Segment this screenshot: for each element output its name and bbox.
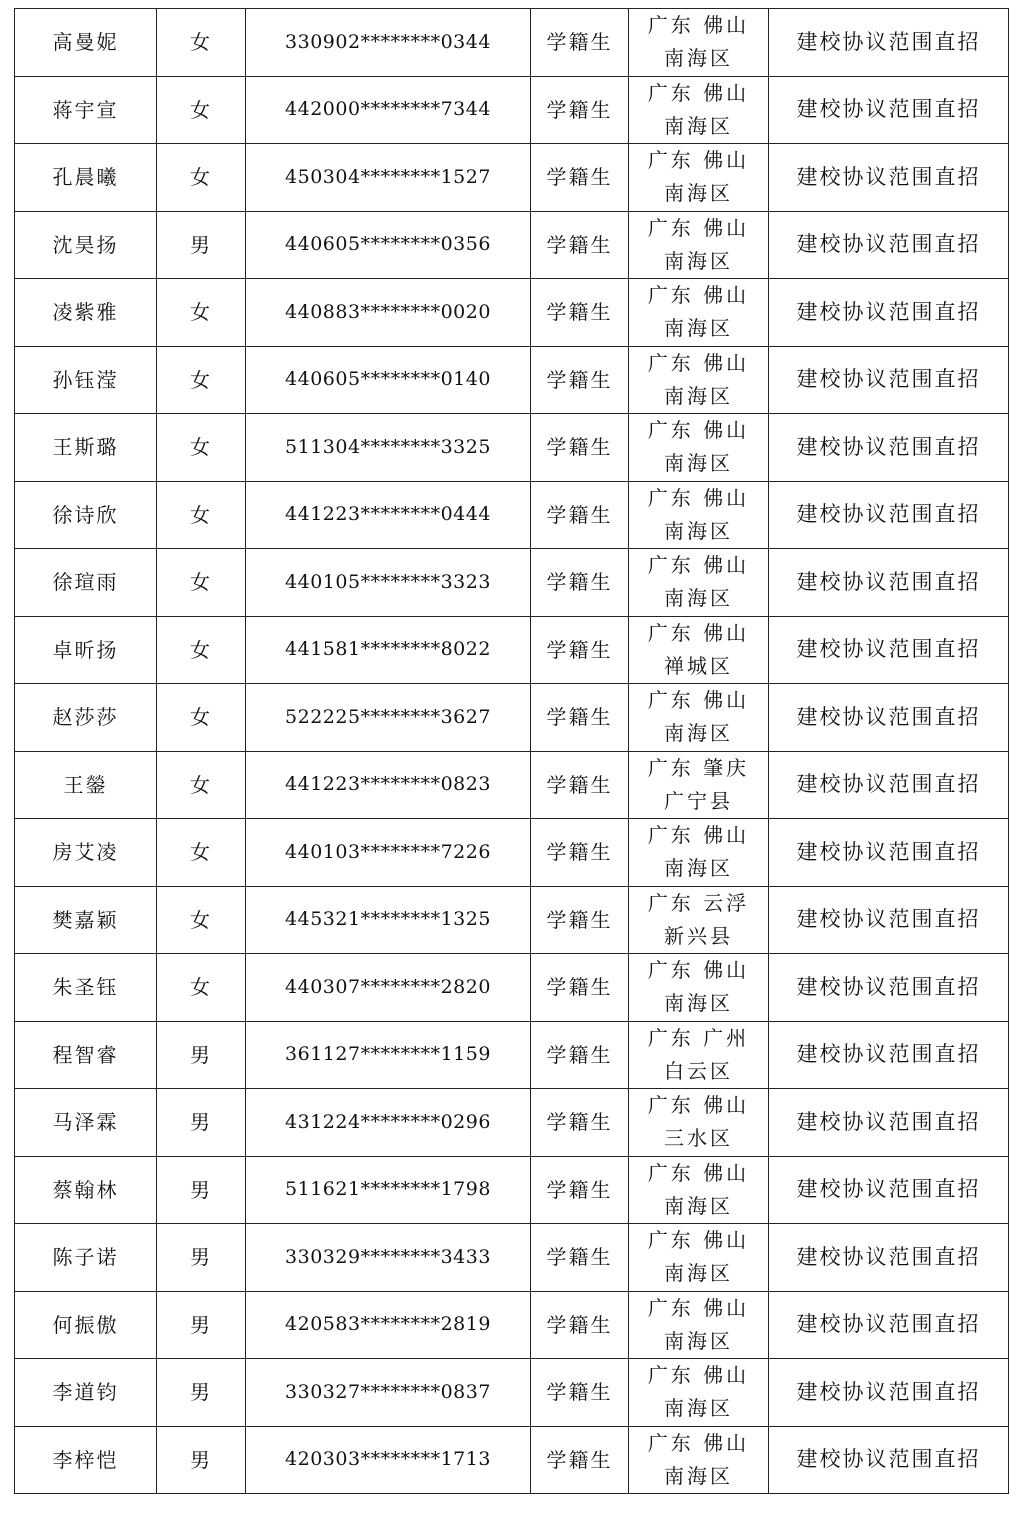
table-row [15,819,1009,887]
region-cell [629,279,769,347]
student-name-cell: 高曼妮 [15,9,157,77]
region-province-city: 广东 佛山 [647,553,750,578]
region-cell [629,1156,769,1224]
table-row [15,954,1009,1022]
admission-method-cell: 建校协议范围直招 [769,1021,1009,1089]
roster-body [15,9,1009,1494]
student-name-cell: 房艾凌 [15,819,157,887]
table-row [15,1359,1009,1427]
table-row [15,684,1009,752]
admission-method-cell: 建校协议范围直招 [769,1291,1009,1359]
admission-method-cell: 建校协议范围直招 [769,1089,1009,1157]
region-district: 南海区 [664,181,733,206]
table-row [15,279,1009,347]
id-number-cell: 420303********1713 [246,1426,531,1494]
region-province-city: 广东 佛山 [647,418,750,443]
region-district: 南海区 [664,46,733,71]
enrollment-status-cell: 学籍生 [531,1156,629,1224]
region-district: 南海区 [664,1193,733,1218]
enrollment-status-cell: 学籍生 [531,9,629,77]
enrollment-status-cell: 学籍生 [531,1021,629,1089]
student-name-cell: 陈子诺 [15,1224,157,1292]
table-row [15,481,1009,549]
gender-cell: 男 [157,1224,246,1292]
region-cell [629,549,769,617]
table-row [15,1224,1009,1292]
admission-method-cell: 建校协议范围直招 [769,279,1009,347]
student-roster-table [14,8,1009,1494]
admission-method-cell: 建校协议范围直招 [769,1359,1009,1427]
student-name-cell: 何振傲 [15,1291,157,1359]
region-province-city: 广东 佛山 [647,1295,750,1320]
student-name-cell: 樊嘉颖 [15,886,157,954]
enrollment-status-cell: 学籍生 [531,1359,629,1427]
student-name-cell: 王斯璐 [15,414,157,482]
student-name-cell: 徐瑄雨 [15,549,157,617]
gender-cell: 女 [157,684,246,752]
region-district: 南海区 [664,856,733,881]
gender-cell: 男 [157,1021,246,1089]
region-province-city: 广东 佛山 [647,1228,750,1253]
region-province-city: 广东 云浮 [647,890,750,915]
region-province-city: 广东 佛山 [647,823,750,848]
student-name-cell: 程智睿 [15,1021,157,1089]
id-number-cell: 450304********1527 [246,144,531,212]
region-province-city: 广东 佛山 [647,688,750,713]
gender-cell: 女 [157,279,246,347]
table-row [15,1021,1009,1089]
admission-method-cell: 建校协议范围直招 [769,346,1009,414]
enrollment-status-cell: 学籍生 [531,211,629,279]
id-number-cell: 440105********3323 [246,549,531,617]
admission-method-cell: 建校协议范围直招 [769,9,1009,77]
region-province-city: 广东 佛山 [647,485,750,510]
gender-cell: 女 [157,819,246,887]
id-number-cell: 431224********0296 [246,1089,531,1157]
id-number-cell: 440883********0020 [246,279,531,347]
table-row [15,549,1009,617]
admission-method-cell: 建校协议范围直招 [769,414,1009,482]
student-name-cell: 赵莎莎 [15,684,157,752]
student-name-cell: 李道钧 [15,1359,157,1427]
enrollment-status-cell: 学籍生 [531,616,629,684]
region-district: 广宁县 [664,788,733,813]
admission-method-cell: 建校协议范围直招 [769,1426,1009,1494]
region-district: 南海区 [664,1328,733,1353]
region-province-city: 广东 佛山 [647,1430,750,1455]
enrollment-status-cell: 学籍生 [531,819,629,887]
id-number-cell: 440103********7226 [246,819,531,887]
gender-cell: 女 [157,346,246,414]
region-province-city: 广东 佛山 [647,350,750,375]
table-row [15,144,1009,212]
student-name-cell: 沈昊扬 [15,211,157,279]
gender-cell: 女 [157,414,246,482]
student-name-cell: 朱圣钰 [15,954,157,1022]
region-cell [629,76,769,144]
region-cell [629,616,769,684]
region-district: 白云区 [664,1058,733,1083]
region-cell [629,684,769,752]
id-number-cell: 442000********7344 [246,76,531,144]
region-district: 南海区 [664,1396,733,1421]
table-row [15,1156,1009,1224]
region-cell [629,1021,769,1089]
enrollment-status-cell: 学籍生 [531,886,629,954]
id-number-cell: 522225********3627 [246,684,531,752]
admission-method-cell: 建校协议范围直招 [769,954,1009,1022]
admission-method-cell: 建校协议范围直招 [769,1224,1009,1292]
gender-cell: 女 [157,76,246,144]
region-cell [629,886,769,954]
id-number-cell: 445321********1325 [246,886,531,954]
admission-method-cell: 建校协议范围直招 [769,751,1009,819]
id-number-cell: 441223********0444 [246,481,531,549]
table-row [15,346,1009,414]
gender-cell: 女 [157,616,246,684]
student-name-cell: 李梓恺 [15,1426,157,1494]
student-name-cell: 蒋宇宣 [15,76,157,144]
region-cell [629,1224,769,1292]
id-number-cell: 440307********2820 [246,954,531,1022]
admission-method-cell: 建校协议范围直招 [769,481,1009,549]
gender-cell: 男 [157,1089,246,1157]
enrollment-status-cell: 学籍生 [531,1291,629,1359]
gender-cell: 女 [157,886,246,954]
region-cell [629,1426,769,1494]
region-province-city: 广东 佛山 [647,620,750,645]
admission-method-cell: 建校协议范围直招 [769,1156,1009,1224]
region-district: 南海区 [664,451,733,476]
region-province-city: 广东 佛山 [647,215,750,240]
region-district: 南海区 [664,383,733,408]
region-province-city: 广东 佛山 [647,958,750,983]
region-cell [629,414,769,482]
gender-cell: 女 [157,9,246,77]
enrollment-status-cell: 学籍生 [531,684,629,752]
id-number-cell: 440605********0356 [246,211,531,279]
table-row [15,76,1009,144]
table-row [15,9,1009,77]
id-number-cell: 441223********0823 [246,751,531,819]
enrollment-status-cell: 学籍生 [531,1426,629,1494]
enrollment-status-cell: 学籍生 [531,76,629,144]
student-name-cell: 孔晨曦 [15,144,157,212]
student-name-cell: 孙钰滢 [15,346,157,414]
admission-method-cell: 建校协议范围直招 [769,616,1009,684]
region-province-city: 广东 佛山 [647,1160,750,1185]
admission-method-cell: 建校协议范围直招 [769,76,1009,144]
id-number-cell: 511304********3325 [246,414,531,482]
region-district: 南海区 [664,518,733,543]
id-number-cell: 440605********0140 [246,346,531,414]
region-province-city: 广东 广州 [647,1025,750,1050]
enrollment-status-cell: 学籍生 [531,481,629,549]
student-name-cell: 徐诗欣 [15,481,157,549]
gender-cell: 男 [157,211,246,279]
region-province-city: 广东 佛山 [647,80,750,105]
region-district: 新兴县 [664,923,733,948]
table-row [15,1426,1009,1494]
enrollment-status-cell: 学籍生 [531,279,629,347]
enrollment-status-cell: 学籍生 [531,414,629,482]
table-row [15,751,1009,819]
gender-cell: 女 [157,481,246,549]
enrollment-status-cell: 学籍生 [531,751,629,819]
region-district: 南海区 [664,248,733,273]
region-cell [629,954,769,1022]
admission-method-cell: 建校协议范围直招 [769,886,1009,954]
enrollment-status-cell: 学籍生 [531,1089,629,1157]
gender-cell: 男 [157,1359,246,1427]
gender-cell: 女 [157,549,246,617]
region-province-city: 广东 佛山 [647,13,750,38]
student-name-cell: 卓昕扬 [15,616,157,684]
region-district: 南海区 [664,1261,733,1286]
region-province-city: 广东 佛山 [647,283,750,308]
table-row [15,1291,1009,1359]
region-cell [629,751,769,819]
enrollment-status-cell: 学籍生 [531,954,629,1022]
admission-method-cell: 建校协议范围直招 [769,144,1009,212]
gender-cell: 男 [157,1426,246,1494]
student-name-cell: 蔡翰林 [15,1156,157,1224]
gender-cell: 男 [157,1156,246,1224]
student-name-cell: 王鎣 [15,751,157,819]
id-number-cell: 420583********2819 [246,1291,531,1359]
gender-cell: 女 [157,751,246,819]
student-name-cell: 马泽霖 [15,1089,157,1157]
table-row [15,616,1009,684]
id-number-cell: 511621********1798 [246,1156,531,1224]
id-number-cell: 330902********0344 [246,9,531,77]
region-district: 南海区 [664,586,733,611]
student-name-cell: 凌紫雅 [15,279,157,347]
id-number-cell: 441581********8022 [246,616,531,684]
table-row [15,211,1009,279]
region-cell [629,346,769,414]
admission-method-cell: 建校协议范围直招 [769,819,1009,887]
enrollment-status-cell: 学籍生 [531,549,629,617]
region-cell [629,819,769,887]
region-province-city: 广东 佛山 [647,1093,750,1118]
region-cell [629,144,769,212]
region-cell [629,1089,769,1157]
admission-method-cell: 建校协议范围直招 [769,549,1009,617]
gender-cell: 女 [157,144,246,212]
region-cell [629,9,769,77]
id-number-cell: 330327********0837 [246,1359,531,1427]
region-province-city: 广东 佛山 [647,1363,750,1388]
region-district: 三水区 [664,1126,733,1151]
region-cell [629,211,769,279]
region-province-city: 广东 肇庆 [647,755,750,780]
region-cell [629,1291,769,1359]
table-row [15,414,1009,482]
region-district: 南海区 [664,991,733,1016]
region-district: 禅城区 [664,653,733,678]
region-district: 南海区 [664,1463,733,1488]
table-row [15,1089,1009,1157]
region-district: 南海区 [664,113,733,138]
region-district: 南海区 [664,721,733,746]
id-number-cell: 361127********1159 [246,1021,531,1089]
admission-method-cell: 建校协议范围直招 [769,211,1009,279]
table-row [15,886,1009,954]
admission-method-cell: 建校协议范围直招 [769,684,1009,752]
enrollment-status-cell: 学籍生 [531,144,629,212]
gender-cell: 男 [157,1291,246,1359]
region-cell [629,481,769,549]
id-number-cell: 330329********3433 [246,1224,531,1292]
gender-cell: 女 [157,954,246,1022]
enrollment-status-cell: 学籍生 [531,346,629,414]
region-province-city: 广东 佛山 [647,148,750,173]
region-cell [629,1359,769,1427]
region-district: 南海区 [664,316,733,341]
enrollment-status-cell: 学籍生 [531,1224,629,1292]
